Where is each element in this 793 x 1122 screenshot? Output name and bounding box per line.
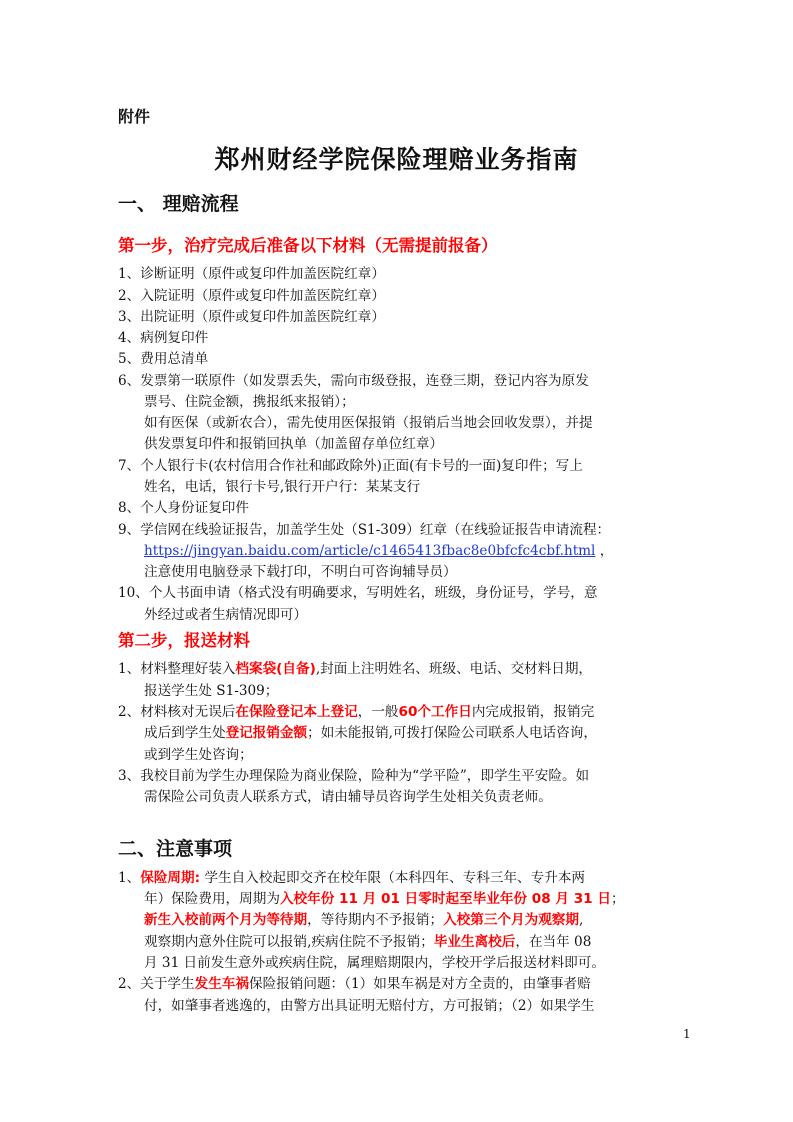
link-suffix: ， — [599, 543, 614, 559]
step1-item-6-note-cont: 供发票复印件和报销回执单（加盖留存单位红章） — [144, 436, 444, 452]
guide-link[interactable]: https://jingyan.baidu.com/article/c1465413fbac8e0bfcfc4cbf.html — [144, 543, 596, 559]
step1-item-9-cont: 注意使用电脑登录下载打印，不明白可咨询辅导员） — [144, 564, 457, 580]
note-item-2 — [118, 974, 591, 994]
note-item-1-cont4: 月 31 日前发生意外或疾病住院，属理赔期限内，学校开学后报送材料即可。 — [144, 955, 605, 971]
step1-item-6-note: 如有医保（或新农合），需先使用医保报销（报销后当地会回收发票），并提 — [144, 415, 593, 431]
highlight-span: 新生入校前两个月为等待期 — [144, 912, 308, 928]
highlight-span: 档案袋(自备) — [235, 661, 316, 677]
text-span: 内完成报销，报销完 — [471, 704, 595, 720]
text-span: ，等待期内不予报销； — [307, 912, 444, 928]
text-span: ； — [610, 891, 625, 907]
step1-item-5: 5、费用总清单 — [118, 351, 209, 367]
text-span: 保险报销问题：（1）如果车祸是对方全责的，由肇事者赔 — [249, 976, 591, 992]
step2-item-2-cont — [144, 723, 597, 743]
highlight-span: 入校第三个月为观察期 — [443, 912, 579, 928]
text-span: ；如未能报销,可拨打保险公司联系人电话咨询， — [307, 725, 597, 741]
step2-item-1-cont: 报送学生处 S1-309； — [144, 683, 279, 699]
step1-item-2: 2、入院证明（原件或复印件加盖医院红章） — [118, 288, 385, 304]
step1-item-3: 3、出院证明（原件或复印件加盖医院红章） — [118, 309, 385, 325]
step1-item-10: 10、个人书面申请（格式没有明确要求，写明姓名，班级，身份证号，学号，意 — [118, 585, 598, 601]
highlight-span: 60个工作日 — [398, 704, 472, 720]
attachment-label: 附件 — [118, 107, 151, 126]
page-number: 1 — [683, 1027, 691, 1041]
note-item-1-cont3 — [144, 932, 591, 952]
text-span: 年）保险费用，周期为 — [144, 891, 280, 907]
text-span: 1、材料整理好装入 — [118, 661, 236, 677]
note-item-1-cont2 — [144, 910, 583, 930]
step2-item-2-cont2: 或到学生处咨询； — [144, 747, 253, 763]
step1-item-9: 9、学信网在线验证报告，加盖学生处（S1-309）红章（在线验证报告申请流程： — [118, 522, 611, 538]
step1-item-7-cont: 姓名，电话，银行卡号,银行开户行：某某支行 — [144, 479, 421, 495]
step2-heading: 第二步，报送材料 — [118, 631, 250, 650]
step1-item-4: 4、病例复印件 — [118, 330, 209, 346]
step1-item-8: 8、个人身份证复印件 — [118, 500, 249, 516]
text-span: , — [579, 912, 584, 928]
section-heading-notes: 二、注意事项 — [118, 838, 233, 860]
step1-item-10-cont: 外经过或者生病情况即可） — [144, 607, 308, 623]
highlight-span: 入校年份 11 月 01 日零时起至毕业年份 08 月 31 日 — [279, 891, 611, 907]
step1-item-9-link-line — [144, 541, 613, 561]
note-item-1-cont — [144, 889, 625, 909]
step2-item-3-cont: 需保险公司负责人联系方式，请由辅导员咨询学生处相关负责老师。 — [144, 789, 552, 805]
text-span: 2、材料核对无误后 — [118, 704, 236, 720]
note-item-1 — [118, 868, 585, 888]
text-span: ，在当年 08 — [515, 934, 592, 950]
text-span: 2、关于学生 — [118, 976, 195, 992]
step1-heading: 第一步，治疗完成后准备以下材料（无需提前报备） — [118, 236, 498, 255]
text-span: ,封面上注明姓名、班级、电话、交材料日期， — [315, 661, 593, 677]
highlight-span: 毕业生离校后 — [433, 934, 516, 950]
highlight-span: 在保险登记本上登记 — [235, 704, 358, 720]
step2-item-1 — [118, 659, 592, 679]
step1-item-6: 6、发票第一联原件（如发票丢失，需向市级登报，连登三期，登记内容为原发 — [118, 373, 589, 389]
section-heading-process: 一、 理赔流程 — [118, 193, 239, 215]
highlight-span: 发生车祸 — [194, 976, 249, 992]
text-span: 学生自入校起即交齐在校年限（本科四年、专科三年、专升本两 — [200, 870, 586, 886]
document-title: 郑州财经学院保险理赔业务指南 — [214, 145, 579, 174]
step2-item-3: 3、我校目前为学生办理保险为商业保险，险种为“学平险”，即学生平安险。如 — [118, 768, 590, 784]
text-span: 成后到学生处 — [144, 725, 226, 741]
note-item-2-cont: 付，如肇事者逃逸的，由警方出具证明无赔付方，方可报销；（2）如果学生 — [144, 998, 595, 1014]
highlight-span: 保险周期: — [140, 870, 201, 886]
step2-item-2 — [118, 702, 594, 722]
text-span: 观察期内意外住院可以报销,疾病住院不予报销； — [144, 934, 434, 950]
text-span: 1、 — [118, 870, 141, 886]
step1-item-6-cont: 票号、住院金额，携报纸来报销）； — [144, 394, 355, 410]
highlight-span: 登记报销金额 — [225, 725, 308, 741]
text-span: ，一般 — [357, 704, 399, 720]
step1-item-1: 1、诊断证明（原件或复印件加盖医院红章） — [118, 266, 385, 282]
step1-item-7: 7、个人银行卡(农村信用合作社和邮政除外)正面(有卡号的一面)复印件；写上 — [118, 458, 583, 474]
